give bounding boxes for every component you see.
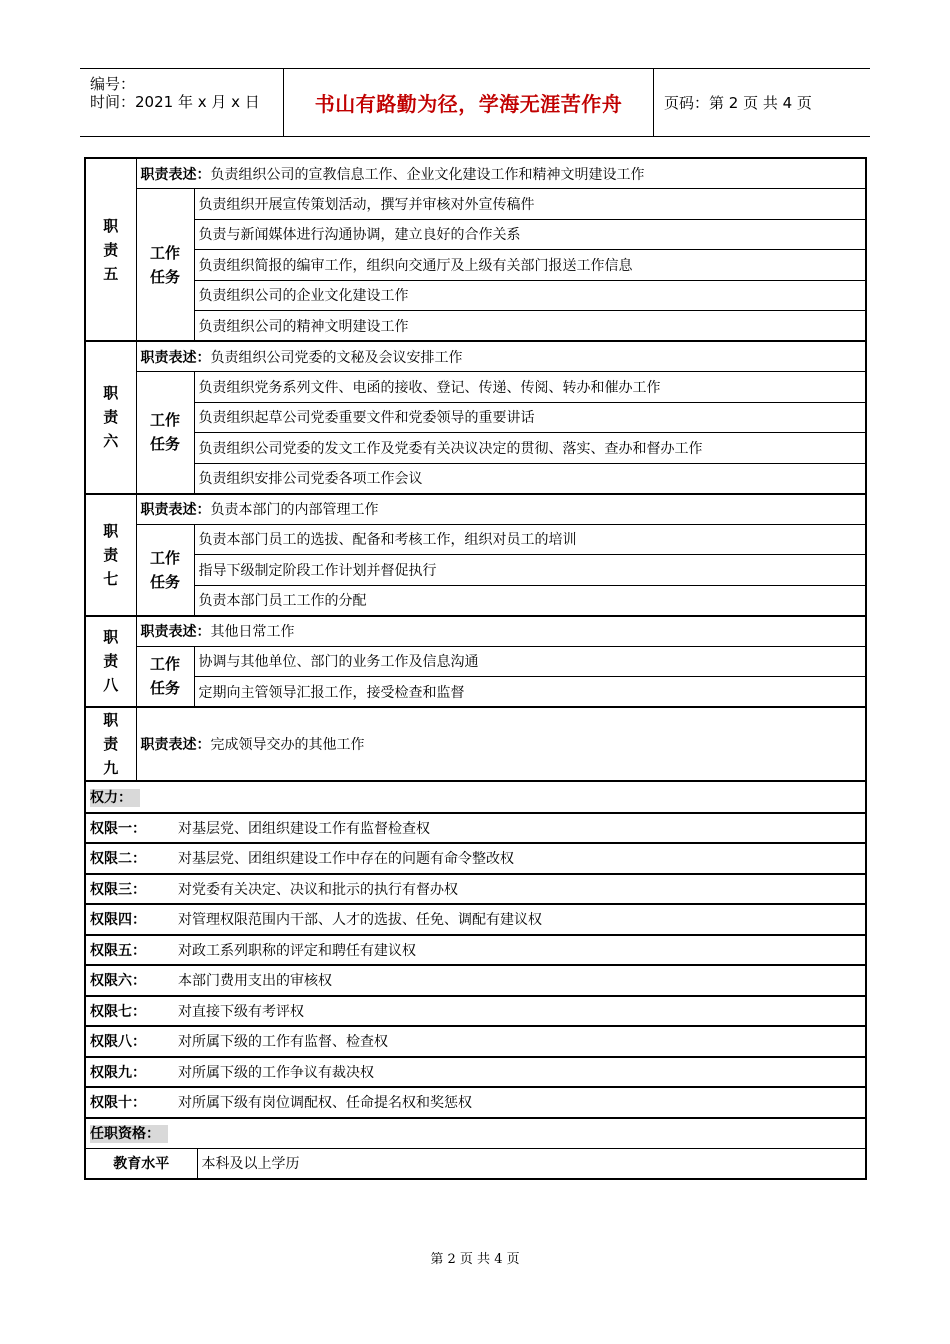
task-item: 负责组织公司党委的发文工作及党委有关决议决定的贯彻、落实、查办和督办工作	[194, 433, 866, 464]
duty-desc-label: 职责表述：	[140, 624, 211, 640]
duty-desc-cell	[136, 707, 866, 781]
powers-table	[84, 782, 867, 1180]
work-task-label-line: 工作	[149, 548, 180, 567]
task-row	[85, 250, 866, 281]
power-text: 对所属下级有岗位调配权、任命提名权和奖惩权	[178, 1095, 472, 1112]
page-footer: 第 2 页 共 4 页	[430, 1252, 520, 1267]
duty-desc-cell	[136, 494, 866, 525]
duty-title	[85, 341, 136, 494]
qualifications-title-cell	[85, 1118, 866, 1149]
task-item: 协调与其他单位、部门的业务工作及信息沟通	[194, 646, 866, 677]
power-body	[85, 782, 866, 1179]
work-task-label	[136, 646, 194, 707]
power-cell	[85, 904, 866, 935]
duty-title-char: 六	[103, 432, 119, 451]
power-cell	[85, 996, 866, 1027]
header-info-cell	[80, 69, 284, 136]
power-label: 权限五：	[90, 942, 146, 959]
power-text: 对直接下级有考评权	[178, 1003, 304, 1020]
duty-title-char: 责	[103, 652, 119, 671]
work-task-label-line: 工作	[149, 243, 180, 262]
duty9-row	[85, 707, 866, 781]
power-label: 权限二：	[90, 851, 146, 868]
duty-title	[85, 494, 136, 616]
task-item: 负责组织开展宣传策划活动，撰写并审核对外宣传稿件	[194, 189, 866, 220]
power-text: 对政工系列职称的评定和聘任有建议权	[178, 942, 416, 959]
power-cell	[85, 935, 866, 966]
duty-desc-label: 职责表述：	[140, 166, 211, 183]
duty-desc-cell	[136, 158, 866, 189]
power-row	[85, 935, 866, 966]
task-item: 负责组织党务系列文件、电函的接收、登记、传递、传阅、转办和催办工作	[194, 372, 866, 403]
power-text: 对党委有关决定、决议和批示的执行有督办权	[178, 881, 458, 898]
power-text: 对基层党、团组织建设工作有监督检查权	[178, 820, 430, 837]
duty-desc-text: 负责组织公司党委的文秘及会议安排工作	[210, 349, 463, 366]
task-row	[85, 677, 866, 708]
power-row	[85, 813, 866, 844]
task-row	[85, 402, 866, 433]
power-cell	[85, 1026, 866, 1057]
powers-title-row	[85, 782, 866, 813]
work-task-label-line: 工作	[149, 411, 180, 430]
task-row	[85, 463, 866, 494]
power-label: 权限三：	[90, 881, 146, 898]
duty-title-char: 五	[103, 264, 119, 283]
power-text: 对所属下级的工作争议有裁决权	[178, 1064, 374, 1081]
qualifications-title-row	[85, 1118, 866, 1149]
education-value: 本科及以上学历	[197, 1148, 866, 1179]
power-row	[85, 1026, 866, 1057]
duty-title-char: 职	[103, 628, 119, 647]
power-label: 权限四：	[90, 912, 146, 929]
power-row	[85, 1057, 866, 1088]
task-item: 负责组织简报的编审工作，组织向交通厅及上级有关部门报送工作信息	[194, 250, 866, 281]
task-item: 负责组织安排公司党委各项工作会议	[194, 463, 866, 494]
duty-desc-cell	[136, 341, 866, 372]
power-row	[85, 843, 866, 874]
duty-body	[85, 158, 866, 781]
task-row	[85, 555, 866, 586]
work-task-label-line: 任务	[149, 572, 180, 591]
work-task-label	[136, 372, 194, 494]
duty-title	[85, 707, 136, 781]
task-item: 负责组织公司的企业文化建设工作	[194, 280, 866, 311]
task-item: 负责本部门员工工作的分配	[194, 585, 866, 616]
power-row	[85, 904, 866, 935]
task-row	[85, 433, 866, 464]
duty-desc-row	[85, 341, 866, 372]
power-row	[85, 996, 866, 1027]
power-label: 权限九：	[90, 1064, 146, 1081]
task-item: 指导下级制定阶段工作计划并督促执行	[194, 555, 866, 586]
power-cell	[85, 843, 866, 874]
power-cell	[85, 1087, 866, 1118]
powers-title: 权力：	[90, 789, 140, 807]
header-motto-cell	[284, 69, 654, 136]
power-cell	[85, 813, 866, 844]
task-item: 负责与新闻媒体进行沟通协调，建立良好的合作关系	[194, 219, 866, 250]
task-row	[85, 189, 866, 220]
power-row	[85, 1087, 866, 1118]
duty-desc-label: 职责表述：	[140, 349, 211, 366]
work-task-label	[136, 189, 194, 342]
duty-desc-cell	[136, 616, 866, 647]
power-text: 本部门费用支出的审核权	[178, 973, 332, 990]
duty-title-char: 职	[103, 216, 119, 235]
power-label: 权限十：	[90, 1095, 146, 1112]
time-label: 时间：2021 年 x 月 x 日	[90, 93, 260, 111]
work-task-label-line: 任务	[149, 679, 180, 698]
number-label: 编号：	[90, 75, 136, 93]
duty-title-char: 责	[103, 408, 119, 427]
duty-desc-row	[85, 158, 866, 189]
power-label: 权限六：	[90, 973, 146, 990]
duty-title-char: 责	[103, 240, 119, 259]
duty-title	[85, 616, 136, 708]
duty-desc-text: 其他日常工作	[210, 624, 295, 640]
power-cell	[85, 1057, 866, 1088]
duties-table-wrapper	[84, 157, 865, 1180]
task-row	[85, 372, 866, 403]
duty-desc-text: 完成领导交办的其他工作	[210, 737, 365, 753]
task-item: 负责组织起草公司党委重要文件和党委领导的重要讲话	[194, 402, 866, 433]
duty-desc-text: 负责组织公司的宣教信息工作、企业文化建设工作和精神文明建设工作	[210, 166, 645, 183]
work-task-label-line: 任务	[149, 435, 180, 454]
duty-title	[85, 158, 136, 341]
duty-title-char: 七	[103, 569, 119, 588]
duty-desc-label: 职责表述：	[140, 737, 211, 753]
duty-desc-row	[85, 494, 866, 525]
duty-title-char: 职	[103, 711, 119, 729]
task-row	[85, 585, 866, 616]
duty-title-char: 八	[103, 676, 119, 695]
task-item: 负责本部门员工的选拔、配备和考核工作，组织对员工的培训	[194, 524, 866, 555]
duty-title-char: 职	[103, 521, 119, 540]
page-header	[80, 68, 870, 137]
power-text: 对所属下级的工作有监督、检查权	[178, 1034, 388, 1051]
work-task-label-line: 工作	[149, 655, 180, 674]
duty-desc-row	[85, 616, 866, 647]
duty-desc-text: 负责本部门的内部管理工作	[210, 502, 379, 518]
power-text: 对管理权限范围内干部、人才的选拔、任免、调配有建议权	[178, 912, 542, 929]
work-task-label-line: 任务	[149, 267, 180, 286]
duty-desc-label: 职责表述：	[140, 502, 211, 518]
power-text: 对基层党、团组织建设工作中存在的问题有命令整改权	[178, 851, 514, 868]
power-cell	[85, 874, 866, 905]
power-label: 权限一：	[90, 820, 146, 837]
task-row	[85, 280, 866, 311]
duty-title-char: 职	[103, 384, 119, 403]
task-row	[85, 219, 866, 250]
task-row	[85, 311, 866, 342]
work-task-label	[136, 524, 194, 616]
task-row	[85, 524, 866, 555]
qualifications-title: 任职资格：	[90, 1125, 168, 1143]
powers-title-cell	[85, 782, 866, 813]
task-item: 定期向主管领导汇报工作，接受检查和监督	[194, 677, 866, 708]
duty-title-char: 责	[103, 735, 119, 753]
duty-title-char: 责	[103, 545, 119, 564]
duties-table	[84, 157, 867, 782]
task-item: 负责组织公司的精神文明建设工作	[194, 311, 866, 342]
education-row	[85, 1148, 866, 1179]
power-label: 权限八：	[90, 1034, 146, 1051]
duty-title-char: 九	[103, 759, 119, 777]
power-label: 权限七：	[90, 1003, 146, 1020]
header-page-cell	[654, 69, 870, 136]
education-label: 教育水平	[85, 1148, 197, 1179]
power-cell	[85, 965, 866, 996]
task-row	[85, 646, 866, 677]
power-row	[85, 965, 866, 996]
page-label: 页码：第 2 页 共 4 页	[664, 94, 812, 112]
power-row	[85, 874, 866, 905]
motto: 书山有路勤为径，学海无涯苦作舟	[314, 92, 623, 116]
